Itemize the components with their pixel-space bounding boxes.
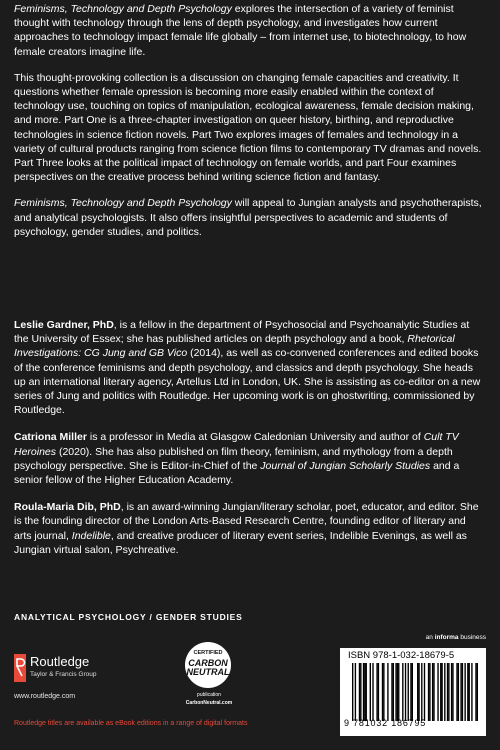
book-title: Cult TV Heroines <box>14 431 459 458</box>
barcode-bar <box>467 663 468 721</box>
editor-bios <box>14 318 486 570</box>
barcode-bar <box>387 663 388 721</box>
barcode-bar <box>469 663 470 721</box>
informa-business-label <box>426 634 486 641</box>
blurb-paragraph-1 <box>14 2 486 59</box>
carbon-label: CARBON <box>188 658 228 668</box>
barcode-bar <box>448 663 449 721</box>
barcode-bar <box>417 663 418 721</box>
barcode-bar <box>475 663 476 721</box>
editor-name: Catriona Miller <box>14 431 87 444</box>
publisher-name: Routledge <box>30 654 90 669</box>
barcode-bar <box>460 663 461 721</box>
informa-prefix: an <box>425 634 435 641</box>
barcode-bar <box>364 663 365 721</box>
barcode-bar <box>471 663 472 721</box>
bio-gardner <box>14 318 486 417</box>
barcode-bar <box>355 663 356 721</box>
barcode-bar <box>372 663 373 721</box>
barcode-bar <box>366 663 367 721</box>
bio-text: , and creative producer of literary event series, Indelible Evenings, as well as Jungian virtual salon, Psychreative. <box>14 529 467 556</box>
barcode-bar <box>440 663 441 721</box>
barcode-bar <box>477 663 478 721</box>
barcode-bar <box>398 663 399 721</box>
bio-text: (2014), as well as co-convened conferences and edited books of the conference feminisms and depth psychology, and classics and depth psychology. She heads up an international literary agency, Artellus Ltd in London, UK. She is assisting as co-editor on a new series of Jung and politics with Routledge. Her upcoming work is on ghostwriting, commissioned by Routledge. <box>14 347 481 417</box>
barcode-bar <box>418 663 419 721</box>
journal-title: Indelible <box>71 529 111 542</box>
bio-text: (2020). She has also published on film theory, feminism, and mythology from a depth psychology perspective. She is Editor-in-Chief of the <box>14 445 453 472</box>
barcode-bar <box>378 663 379 721</box>
barcode-bar <box>462 663 463 721</box>
barcode-bar <box>370 663 371 721</box>
barcode-bar <box>444 663 445 721</box>
barcode-bar <box>408 663 409 721</box>
barcode-bar <box>432 663 433 721</box>
certified-label: CERTIFIED <box>193 650 223 656</box>
subject-category: ANALYTICAL PSYCHOLOGY / GENDER STUDIES <box>14 612 243 622</box>
barcode-bar <box>405 663 406 721</box>
barcode-bar <box>395 663 396 721</box>
blurb-paragraph-3 <box>14 196 486 239</box>
routledge-r-icon <box>14 654 26 682</box>
informa-name: informa <box>434 634 459 641</box>
barcode-bar <box>410 663 411 721</box>
bio-text: , is a fellow in the department of Psychosocial and Psychoanalytic Studies at the University of Essex; she has published articles on depth psychology and a book, <box>14 319 470 346</box>
barcode-bar <box>352 663 353 721</box>
barcode-bar <box>393 663 394 721</box>
neutral-label: NEUTRAL <box>186 667 230 677</box>
barcode-bar <box>363 663 364 721</box>
book-title: Feminisms, Technology and Depth Psychology <box>14 197 232 210</box>
bio-dib <box>14 500 486 557</box>
ebook-availability-note: Routledge titles are available as eBook editions in a range of digital formats <box>14 720 248 727</box>
barcode-bar <box>397 663 398 721</box>
carbon-neutral-seal-icon <box>185 642 231 688</box>
barcode-bar <box>437 663 438 721</box>
routledge-logo <box>14 654 134 714</box>
barcode-bar <box>360 663 361 721</box>
editor-name: Roula-Maria Dib, PhD <box>14 501 121 514</box>
barcode-bar <box>424 663 425 721</box>
barcode-number: 9 781032 186795 <box>344 718 427 728</box>
book-title: Rhetorical Investigations: CG Jung and GB Vico <box>14 333 455 360</box>
barcode-bar <box>421 663 422 721</box>
barcode-bar <box>382 663 383 721</box>
barcode-icon <box>352 663 478 721</box>
barcode-bar <box>456 663 457 721</box>
book-title: Feminisms, Technology and Depth Psychology <box>14 3 232 15</box>
barcode-bar <box>441 663 442 721</box>
blurb-paragraph-2: This thought-provoking collection is a discussion on changing female capacities and creativity. It questions whether female opression is becoming more easily enabled within the context of technology use, touching on topics of manipulation, ecological awareness, female decision making, and more. Part One is a three-chapter investigation on queer history, birthing, and reproductive technologies in science fiction novels. Part Two explores images of females and technology in a variety of cultural products ranging from science fiction films to contemporary TV dramas and novels. Part Three looks at the political impact of technology on female worlds, and part Four examines perspectives on the creative process behind writing science fiction and fantasy. <box>14 71 482 184</box>
bio-text: and a senior fellow of the Higher Education Academy. <box>14 459 460 487</box>
barcode-bar <box>458 663 459 721</box>
bio-text: , is an award-winning Jungian/literary scholar, poet, educator, and editor. She is the founding director of the London Arts-Based Research Centre, founding editor of literary and arts journal, <box>14 501 479 542</box>
publisher-group: Taylor & Francis Group <box>30 671 97 678</box>
back-cover-blurb <box>14 2 486 251</box>
isbn-barcode-panel <box>340 648 486 736</box>
informa-suffix: business <box>458 634 486 641</box>
blurb-text: explores the intersection of a variety of feminist thought with technology through the lens of depth psychology, and investigates how current approaches to technology impact female life globally – from internet use, to biotechnology, to how female creators imagine life. <box>14 3 467 58</box>
barcode-bar <box>452 663 453 721</box>
barcode-bar <box>376 663 377 721</box>
barcode-bar <box>447 663 448 721</box>
carbon-neutral-badge <box>176 642 242 710</box>
barcode-bar <box>359 663 360 721</box>
carbon-neutral-url: CarbonNeutral.com <box>185 700 233 706</box>
publication-label: publication <box>197 692 221 698</box>
barcode-bar <box>451 663 452 721</box>
barcode-bar <box>391 663 392 721</box>
blurb-text: will appeal to Jungian analysts and psychotherapists, and analytical psychologists. It also offers insightful perspectives to academic and students of psychology, gender studies, and politics. <box>14 197 482 238</box>
barcode-bar <box>428 663 429 721</box>
journal-title: Journal of Jungian Scholarly Studies <box>260 459 431 472</box>
isbn-text: ISBN 978-1-032-18679-5 <box>348 650 455 661</box>
bio-miller <box>14 430 486 487</box>
bio-text: is a professor in Media at Glasgow Caledonian University and author of <box>86 431 424 444</box>
barcode-bar <box>412 663 413 721</box>
publisher-website[interactable]: www.routledge.com <box>14 693 76 700</box>
barcode-bar <box>464 663 465 721</box>
barcode-bar <box>429 663 430 721</box>
barcode-bar <box>383 663 384 721</box>
editor-name: Leslie Gardner, PhD <box>14 319 114 331</box>
barcode-bar <box>402 663 403 721</box>
barcode-bar <box>433 663 434 721</box>
